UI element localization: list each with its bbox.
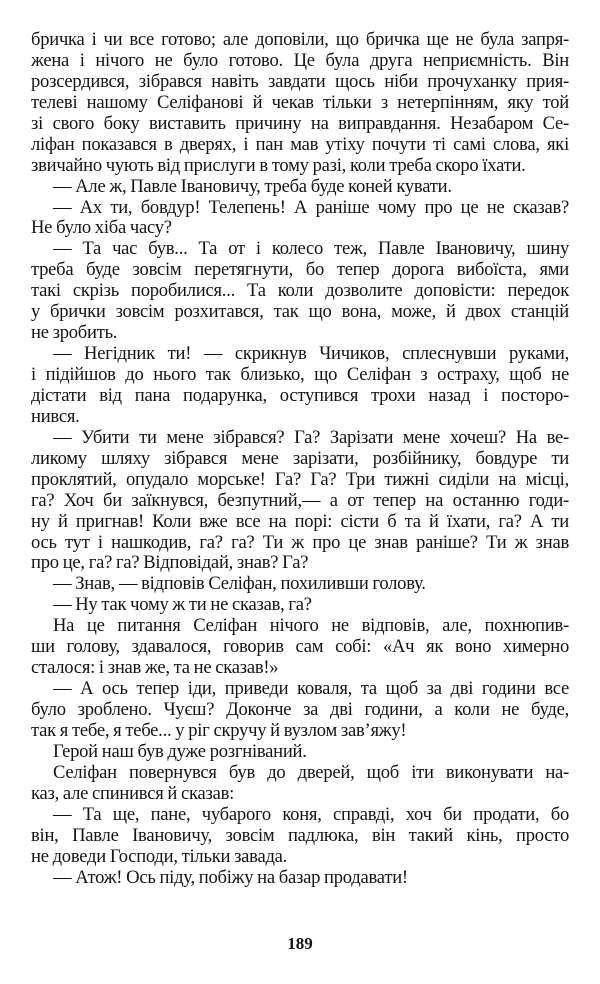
text-line: ну й пригнав! Коли вже все на порі: сісти б та й їхати, га? А ти <box>31 510 569 532</box>
text-line: зі свого боку виставить причину на виправдання. Незабаром Се- <box>31 112 569 134</box>
page-number: 189 <box>287 934 313 953</box>
text-line: — Убити ти мене зібрався? Га? Зарізати мене хочеш? На ве- <box>53 426 569 448</box>
paragraph <box>31 742 569 763</box>
text-line: треба буде зовсім перетягнути, бо тепер дорога вибоїста, ями <box>31 259 569 281</box>
text-line: у брички зовсім розхитався, так що вона, може, й двох станцій <box>31 301 569 323</box>
text-line: га? Хоч би заїкнувся, безпутний,— а от тепер на останню годи- <box>31 489 569 511</box>
text-line: жена і нічого не було готово. Це була друга неприємність. Він <box>31 49 569 71</box>
paragraph <box>31 177 569 198</box>
text-line: — А ось тепер іди, приведи коваля, та щоб за дві години все <box>53 678 569 700</box>
text-line: каз, але спинився й сказав: <box>31 782 235 804</box>
paragraph <box>31 198 569 240</box>
text-line: ши голову, здавалося, говорив сам собі: «Ач як воно химерно <box>31 636 569 658</box>
paragraph <box>31 574 569 595</box>
text-line: ось тут і нашкодив, га? га? Ти ж про це знав раніше? Ти ж знав <box>31 531 569 553</box>
text-line: — Та час був... Та от і колесо теж, Павле Івановичу, шину <box>53 238 569 260</box>
text-line: звичайно чують від прислуги в тому разі, коли треба скоро їхати. <box>31 154 526 176</box>
paragraph <box>31 868 569 889</box>
text-line: Не було хіба часу? <box>31 217 172 239</box>
text-line: На це питання Селіфан нічого не відповів, але, похнюпив- <box>53 615 569 637</box>
text-line: телеві нашому Селіфанові й чекав тільки з нетерпінням, яку той <box>31 91 569 113</box>
paragraph <box>31 616 569 679</box>
paragraph <box>31 344 569 428</box>
text-line: сталося: і знав же, та не сказав!» <box>31 657 279 679</box>
text-line: ликому шляху зібрався мене зарізати, розбійнику, бовдуре ти <box>31 447 569 469</box>
page-text <box>31 30 569 888</box>
paragraph <box>31 595 569 616</box>
text-line: — Та ще, пане, чубарого коня, справді, хоч би продати, бо <box>53 803 569 825</box>
text-line: про це, га? га? Відповідай, знав? Га? <box>31 552 309 574</box>
text-line: розсердився, зібрався навіть завдати щось ніби прочуханку прия- <box>31 70 569 92</box>
text-line: він, Павле Івановичу, зовсім падлюка, він такий кінь, просто <box>31 824 569 846</box>
text-line: нився. <box>31 405 80 427</box>
paragraph <box>31 428 569 575</box>
text-line: проклятий, опудало морське! Га? Га? Три тижні сиділи на місці, <box>31 468 569 490</box>
text-line: дістати від пана подарунка, оступився трохи назад і посторо- <box>31 384 569 406</box>
paragraph <box>31 239 569 344</box>
text-line: Селіфан повернувся був до дверей, щоб іти виконувати на- <box>53 761 569 783</box>
text-line: — Ну так чому ж ти не сказав, га? <box>53 594 312 616</box>
text-line: було зроблено. Чуєш? Доконче за дві години, а коли не буде, <box>31 699 569 720</box>
text-line: — Атож! Ось піду, побіжу на базар продавати! <box>53 866 408 888</box>
text-line: не зробить. <box>31 322 118 344</box>
text-line: — Знав, — відповів Селіфан, похиливши голову. <box>53 573 426 595</box>
text-line: так я тебе, я тебе... у ріг скручу й вузлом зав’яжу! <box>31 719 407 741</box>
paragraph <box>31 679 569 742</box>
paragraph <box>31 30 569 177</box>
paragraph <box>31 763 569 805</box>
text-line: Герой наш був дуже розгніваний. <box>53 740 307 762</box>
text-line: — Негідник ти! — скрикнув Чичиков, сплеснувши руками, <box>53 343 569 365</box>
text-line: ліфан показався в дверях, і пан мав утіху почути ті самі слова, які <box>31 133 569 155</box>
text-line: — Але ж, Павле Івановичу, треба буде коней кувати. <box>53 175 452 197</box>
text-line: і підійшов до нього так близько, що Селіфан з остраху, щоб не <box>31 364 569 385</box>
text-line: такі скрізь поробилися... Та коли дозволите доповісти: передок <box>31 280 569 302</box>
text-line: не доведи Господи, тільки завада. <box>31 845 288 867</box>
text-line: — Ах ти, бовдур! Телепень! А раніше чому про це не сказав? <box>53 196 569 218</box>
paragraph <box>31 805 569 868</box>
text-line: бричка і чи все готово; але доповіли, що бричка ще не була запря- <box>31 29 569 50</box>
